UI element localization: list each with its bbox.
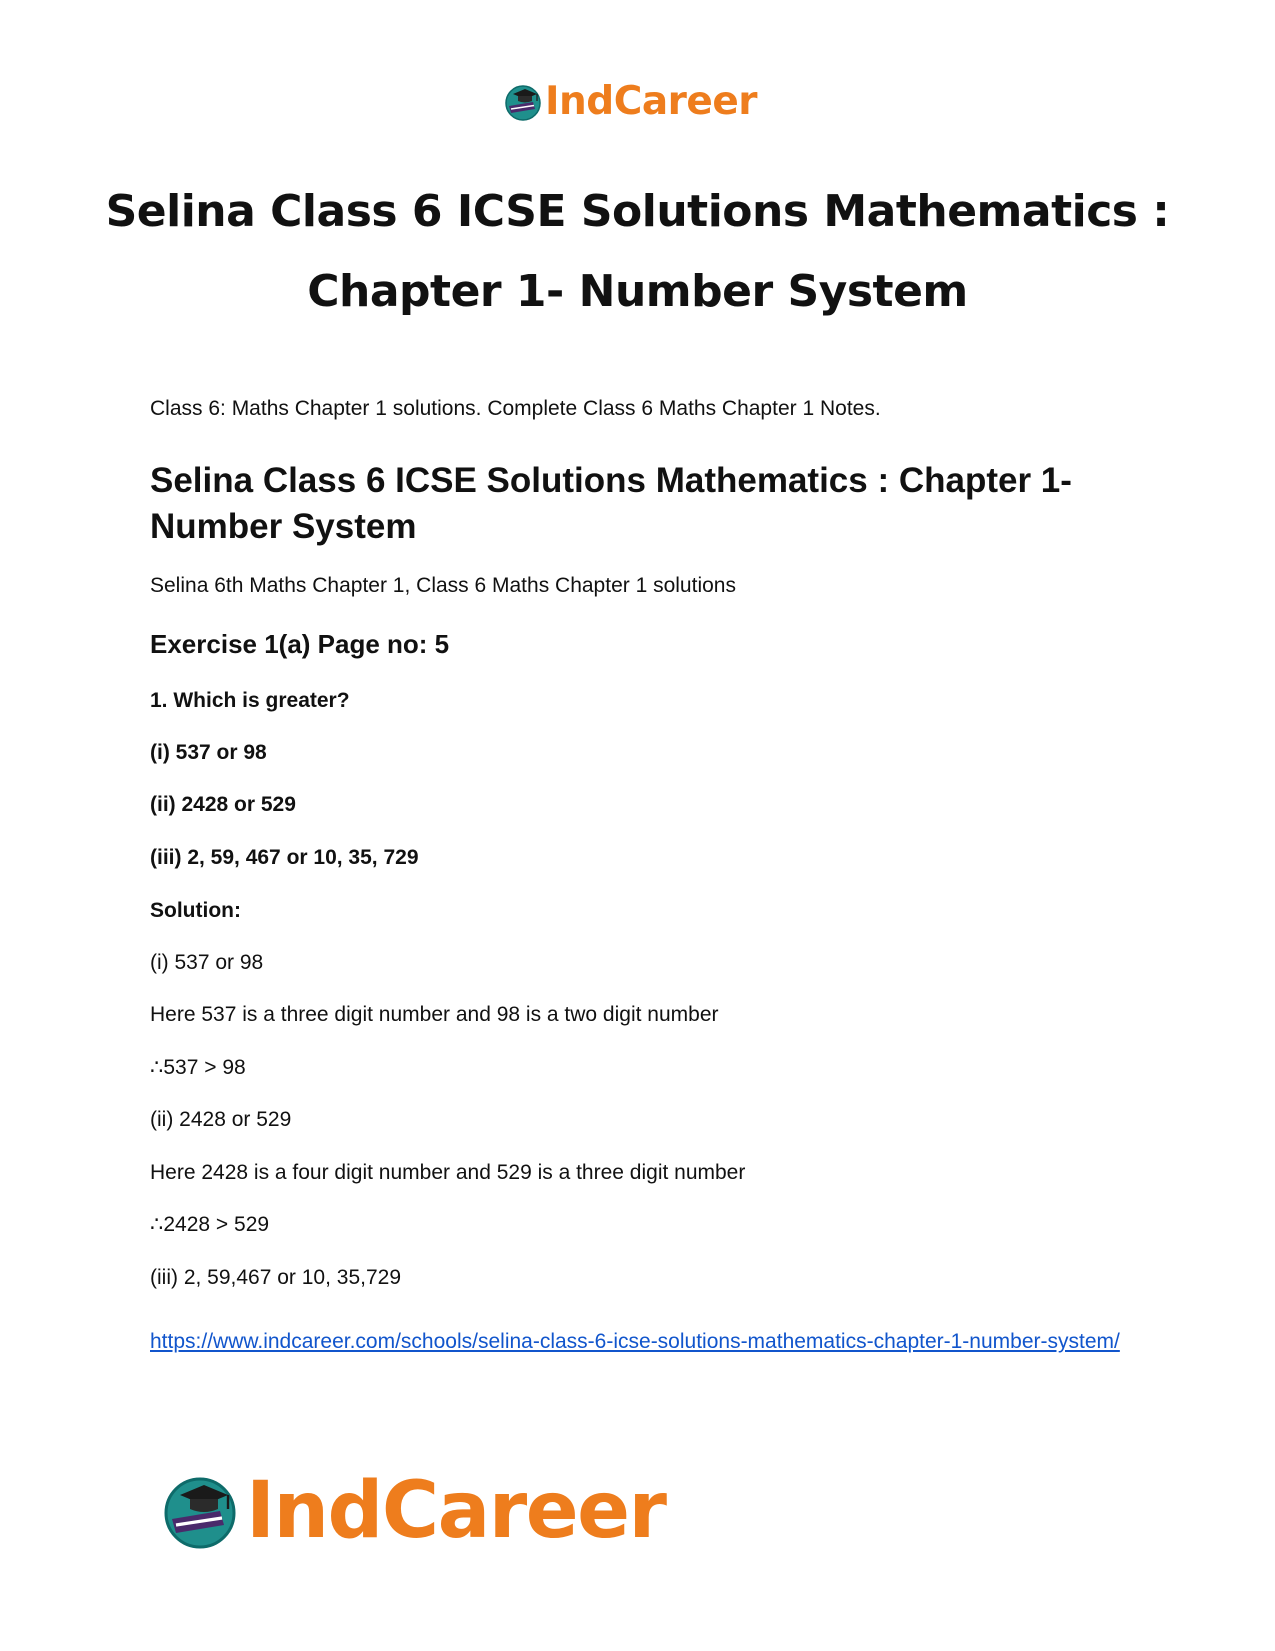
solution-line-5: Here 2428 is a four digit number and 529 is a three digit number	[150, 1161, 746, 1184]
graduation-cap-book-globe-icon	[160, 1471, 240, 1551]
source-url-link[interactable]: https://www.indcareer.com/schools/selina-class-6-icse-solutions-mathematics-chapter-1-number-system/	[150, 1330, 1120, 1353]
intro-text: Class 6: Maths Chapter 1 solutions. Complete Class 6 Maths Chapter 1 Notes.	[150, 397, 881, 420]
page-title-line-1: Selina Class 6 ICSE Solutions Mathematics :	[105, 186, 1170, 237]
logo-wordmark: IndCareer	[545, 79, 757, 124]
question-part-1: (i) 537 or 98	[150, 741, 267, 764]
section-subtitle: Selina 6th Maths Chapter 1, Class 6 Maths Chapter 1 solutions	[150, 574, 736, 597]
page-title-line-2: Chapter 1- Number System	[307, 266, 968, 317]
footer-logo	[160, 1466, 666, 1556]
solution-line-6: ∴2428 > 529	[150, 1213, 270, 1236]
solution-line-1: (i) 537 or 98	[150, 951, 264, 974]
question-part-2: (ii) 2428 or 529	[150, 793, 296, 816]
footer-logo-wordmark: IndCareer	[246, 1466, 666, 1556]
section-heading: Selina Class 6 ICSE Solutions Mathematics : Chapter 1- Number System	[150, 461, 1072, 546]
page-title	[100, 172, 1175, 332]
solution-label: Solution:	[150, 899, 241, 922]
solution-line-3: ∴537 > 98	[150, 1056, 246, 1079]
solution-line-7: (iii) 2, 59,467 or 10, 35,729	[150, 1266, 401, 1289]
question-part-3: (iii) 2, 59, 467 or 10, 35, 729	[150, 846, 419, 869]
solution-line-4: (ii) 2428 or 529	[150, 1108, 292, 1131]
graduation-cap-book-globe-icon	[503, 82, 543, 122]
header-logo	[503, 78, 757, 126]
exercise-heading: Exercise 1(a) Page no: 5	[150, 629, 450, 659]
question-text: 1. Which is greater?	[150, 689, 350, 712]
solution-line-2: Here 537 is a three digit number and 98 is a two digit number	[150, 1003, 719, 1026]
